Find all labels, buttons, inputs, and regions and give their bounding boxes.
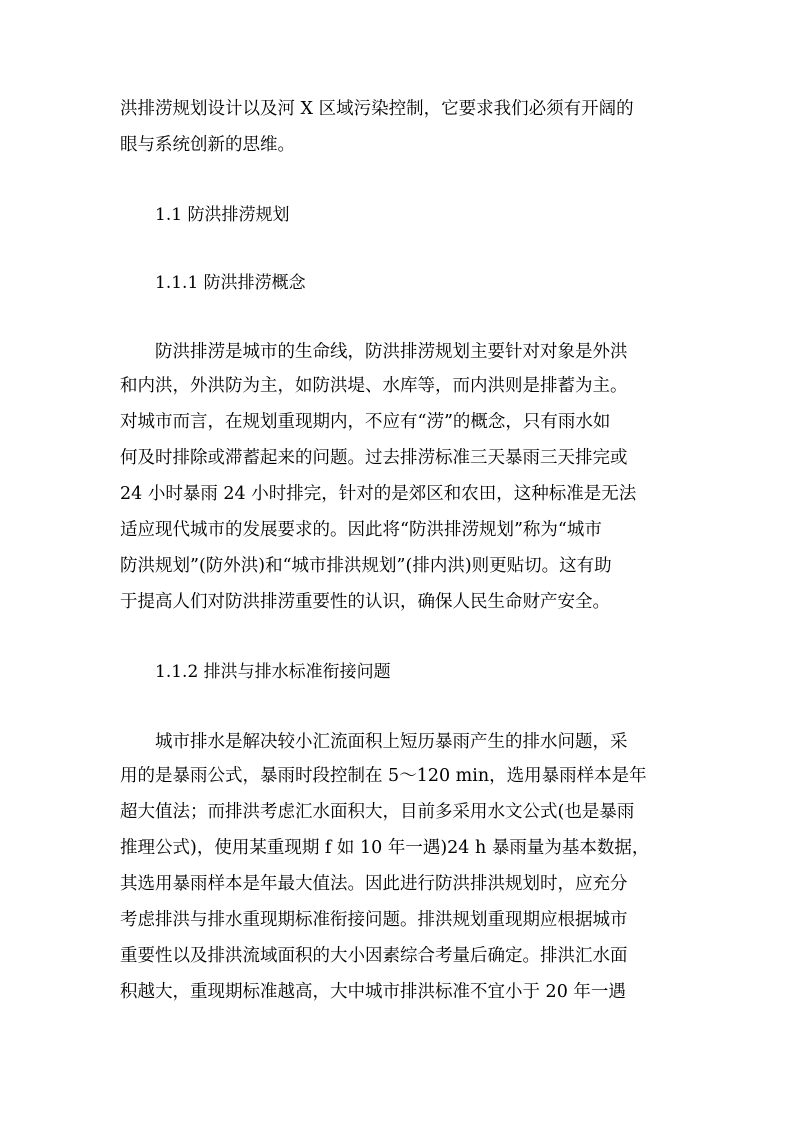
paragraph-line: 积越大，重现期标准越高，大中城市排洪标准不宜小于 20 年一遇 xyxy=(120,982,626,1002)
section-heading-1-1-1: 1.1.1 防洪排涝概念 xyxy=(155,273,306,293)
intro-line-2: 眼与系统创新的思维。 xyxy=(120,135,295,155)
paragraph-line: 防洪规划”(防外洪)和“城市排洪规划”(排内洪)则更贴切。这有助 xyxy=(120,556,612,576)
paragraph-line: 24 小时暴雨 24 小时排完，针对的是郊区和农田，这种标准是无法 xyxy=(120,484,637,504)
section-heading-1-1-2: 1.1.2 排洪与排水标准衔接问题 xyxy=(155,662,391,682)
paragraph-line: 超大值法；而排洪考虑汇水面积大，目前多采用水文公式(也是暴雨 xyxy=(120,802,635,822)
paragraph-line: 用的是暴雨公式，暴雨时段控制在 5～120 min，选用暴雨样本是年 xyxy=(120,766,647,786)
paragraph-line: 和内洪，外洪防为主，如防洪堤、水库等，而内洪则是排蓄为主。 xyxy=(120,376,628,396)
paragraph-line: 城市排水是解决较小汇流面积上短历暴雨产生的排水问题，采 xyxy=(155,732,628,752)
section-heading-1-1: 1.1 防洪排涝规划 xyxy=(155,205,290,225)
paragraph-line: 适应现代城市的发展要求的。因此将“防洪排涝规划”称为“城市 xyxy=(120,520,602,540)
paragraph-line: 重要性以及排洪流域面积的大小因素综合考量后确定。排洪汇水面 xyxy=(120,946,628,966)
paragraph-line: 何及时排除或滞蓄起来的问题。过去排涝标准三天暴雨三天排完或 xyxy=(120,448,628,468)
paragraph-line: 防洪排涝是城市的生命线，防洪排涝规划主要针对对象是外洪 xyxy=(155,342,628,362)
intro-line-1: 洪排涝规划设计以及河 X 区域污染控制，它要求我们必须有开阔的 xyxy=(120,99,634,119)
paragraph-line: 考虑排洪与排水重现期标准衔接问题。排洪规划重现期应根据城市 xyxy=(120,910,628,930)
paragraph-line: 对城市而言，在规划重现期内，不应有“涝”的概念，只有雨水如 xyxy=(120,412,611,432)
paragraph-line: 其选用暴雨样本是年最大值法。因此进行防洪排洪规划时，应充分 xyxy=(120,874,628,894)
paragraph-line: 推理公式)，使用某重现期 f 如 10 年一遇)24 h 暴雨量为基本数据， xyxy=(120,838,650,858)
paragraph-line: 于提高人们对防洪排涝重要性的认识，确保人民生命财产安全。 xyxy=(120,592,610,612)
